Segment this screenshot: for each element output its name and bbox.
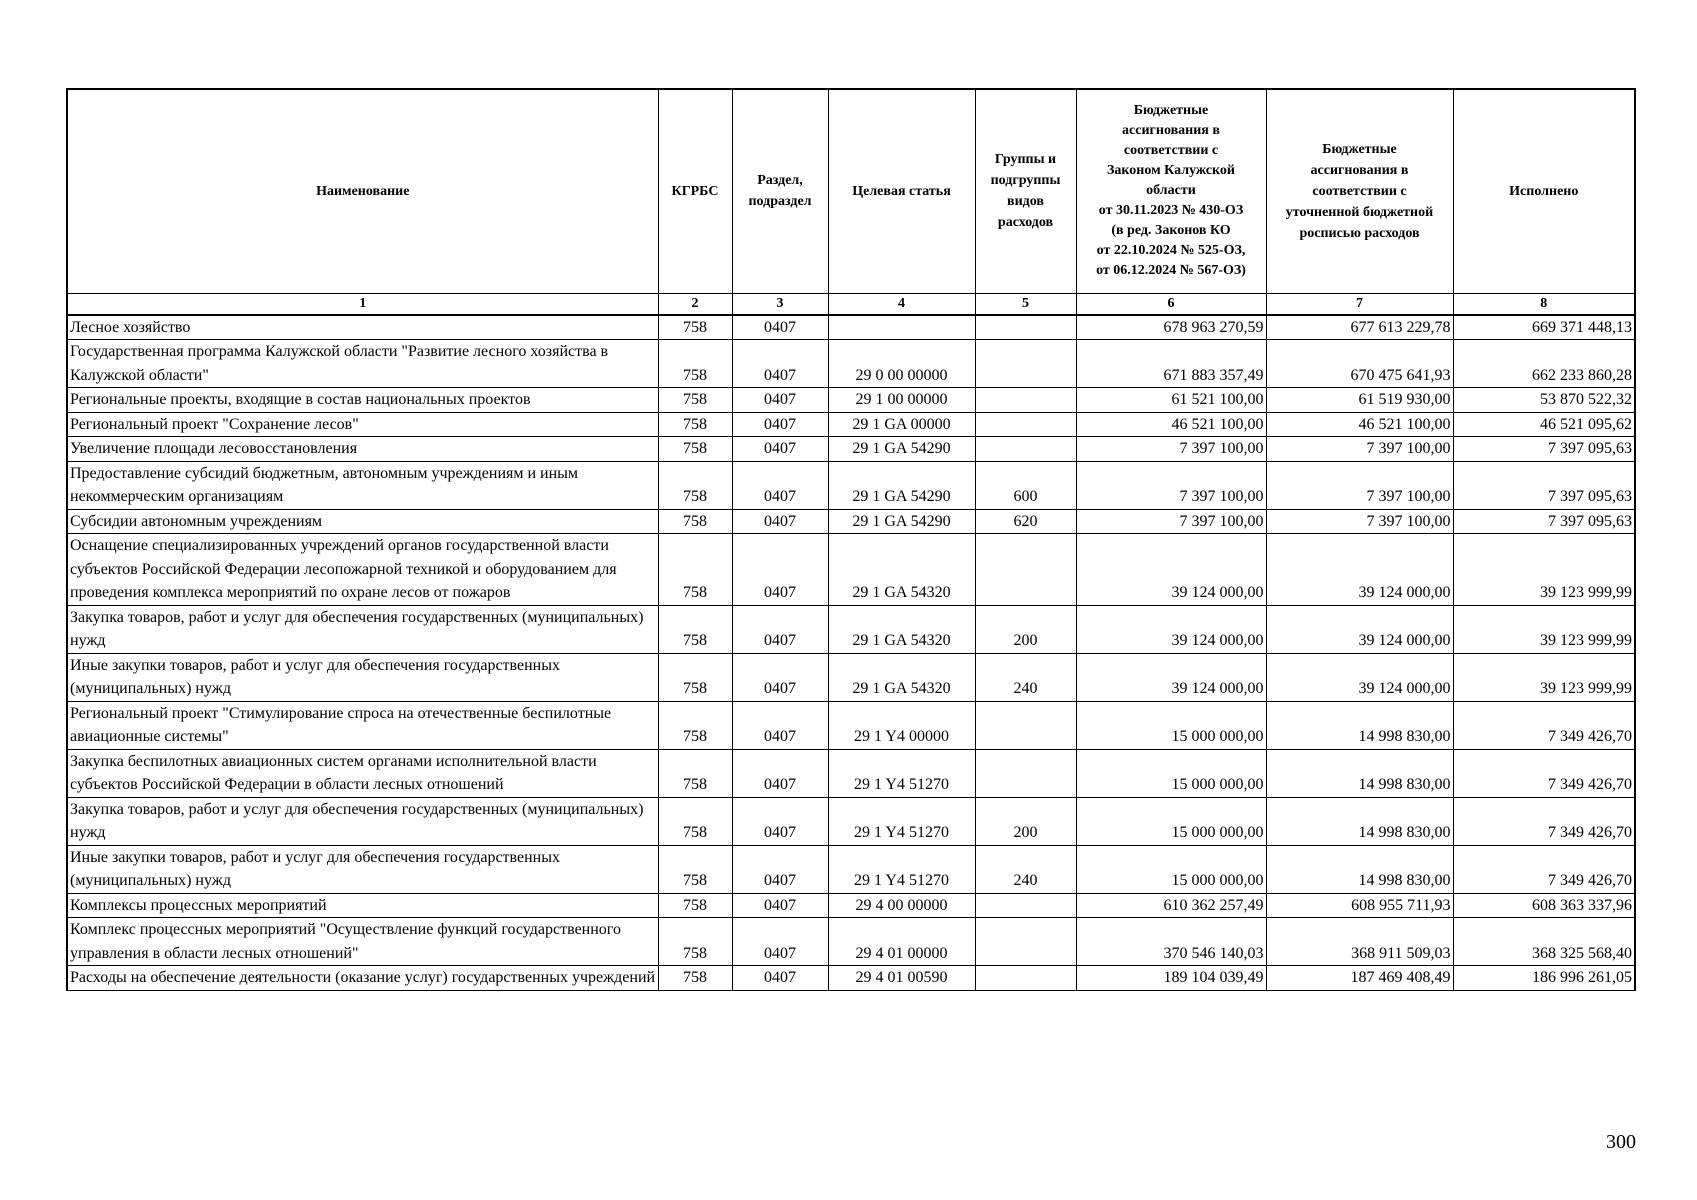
header-name: Наименование bbox=[67, 89, 658, 293]
table-row bbox=[67, 412, 1635, 437]
row-expense-group bbox=[975, 534, 1076, 606]
row-executed: 46 521 095,62 bbox=[1453, 412, 1635, 437]
row-kgrbs: 758 bbox=[658, 701, 732, 749]
row-law-allocation: 15 000 000,00 bbox=[1076, 749, 1266, 797]
table-row bbox=[67, 701, 1635, 749]
table-row bbox=[67, 797, 1635, 845]
row-kgrbs: 758 bbox=[658, 388, 732, 413]
row-section: 0407 bbox=[732, 918, 828, 966]
row-law-allocation: 370 546 140,03 bbox=[1076, 918, 1266, 966]
row-refined-allocation: 187 469 408,49 bbox=[1266, 966, 1453, 991]
row-name: Предоставление субсидий бюджетным, автономным учреждениям и иным некоммерческим организациям bbox=[67, 461, 658, 509]
row-refined-allocation: 670 475 641,93 bbox=[1266, 340, 1453, 388]
row-law-allocation: 7 397 100,00 bbox=[1076, 509, 1266, 534]
row-name: Иные закупки товаров, работ и услуг для обеспечения государственных (муниципальных) нужд bbox=[67, 653, 658, 701]
header-law-allocation: Бюджетные ассигнования в соответствии с Законом Калужской области от 30.11.2023 № 430-ОЗ (в ред. Законов КО от 22.10.2024 № 525-ОЗ, от 06.12.2024 № 567-ОЗ) bbox=[1076, 89, 1266, 293]
row-executed: 186 996 261,05 bbox=[1453, 966, 1635, 991]
row-kgrbs: 758 bbox=[658, 605, 732, 653]
column-number: 6 bbox=[1076, 293, 1266, 315]
row-name: Региональный проект "Сохранение лесов" bbox=[67, 412, 658, 437]
row-name: Иные закупки товаров, работ и услуг для обеспечения государственных (муниципальных) нужд bbox=[67, 845, 658, 893]
row-target-article: 29 1 GA 54320 bbox=[828, 605, 975, 653]
row-kgrbs: 758 bbox=[658, 534, 732, 606]
row-name: Субсидии автономным учреждениям bbox=[67, 509, 658, 534]
row-name: Увеличение площади лесовосстановления bbox=[67, 437, 658, 462]
row-law-allocation: 15 000 000,00 bbox=[1076, 845, 1266, 893]
row-refined-allocation: 46 521 100,00 bbox=[1266, 412, 1453, 437]
column-number: 1 bbox=[67, 293, 658, 315]
header-refined-allocation: Бюджетные ассигнования в соответствии с уточненной бюджетной росписью расходов bbox=[1266, 89, 1453, 293]
row-expense-group bbox=[975, 412, 1076, 437]
row-refined-allocation: 14 998 830,00 bbox=[1266, 749, 1453, 797]
row-executed: 39 123 999,99 bbox=[1453, 653, 1635, 701]
row-section: 0407 bbox=[732, 966, 828, 991]
row-target-article: 29 1 GA 54320 bbox=[828, 534, 975, 606]
row-expense-group bbox=[975, 966, 1076, 991]
row-expense-group bbox=[975, 315, 1076, 340]
row-section: 0407 bbox=[732, 412, 828, 437]
row-refined-allocation: 677 613 229,78 bbox=[1266, 315, 1453, 340]
row-kgrbs: 758 bbox=[658, 437, 732, 462]
row-section: 0407 bbox=[732, 340, 828, 388]
row-kgrbs: 758 bbox=[658, 509, 732, 534]
row-law-allocation: 7 397 100,00 bbox=[1076, 461, 1266, 509]
row-executed: 53 870 522,32 bbox=[1453, 388, 1635, 413]
row-executed: 662 233 860,28 bbox=[1453, 340, 1635, 388]
row-name: Комплекс процессных мероприятий "Осуществление функций государственного управления в области лесных отношений" bbox=[67, 918, 658, 966]
row-section: 0407 bbox=[732, 534, 828, 606]
row-law-allocation: 39 124 000,00 bbox=[1076, 605, 1266, 653]
row-name: Региональный проект "Стимулирование спроса на отечественные беспилотные авиационные системы" bbox=[67, 701, 658, 749]
header-group: Группы и подгруппы видов расходов bbox=[975, 89, 1076, 293]
table-row bbox=[67, 653, 1635, 701]
row-section: 0407 bbox=[732, 797, 828, 845]
column-number: 2 bbox=[658, 293, 732, 315]
row-executed: 7 349 426,70 bbox=[1453, 845, 1635, 893]
row-executed: 669 371 448,13 bbox=[1453, 315, 1635, 340]
row-kgrbs: 758 bbox=[658, 412, 732, 437]
row-refined-allocation: 7 397 100,00 bbox=[1266, 509, 1453, 534]
row-expense-group: 200 bbox=[975, 797, 1076, 845]
row-section: 0407 bbox=[732, 653, 828, 701]
row-name: Закупка товаров, работ и услуг для обеспечения государственных (муниципальных) нужд bbox=[67, 797, 658, 845]
table-row bbox=[67, 509, 1635, 534]
row-refined-allocation: 14 998 830,00 bbox=[1266, 845, 1453, 893]
row-target-article: 29 1 Y4 00000 bbox=[828, 701, 975, 749]
row-kgrbs: 758 bbox=[658, 797, 732, 845]
row-expense-group bbox=[975, 749, 1076, 797]
row-expense-group bbox=[975, 701, 1076, 749]
column-number: 4 bbox=[828, 293, 975, 315]
row-executed: 7 397 095,63 bbox=[1453, 437, 1635, 462]
row-target-article: 29 1 GA 54320 bbox=[828, 653, 975, 701]
row-kgrbs: 758 bbox=[658, 461, 732, 509]
row-law-allocation: 61 521 100,00 bbox=[1076, 388, 1266, 413]
row-kgrbs: 758 bbox=[658, 340, 732, 388]
column-number-row bbox=[67, 293, 1635, 315]
row-law-allocation: 15 000 000,00 bbox=[1076, 797, 1266, 845]
row-expense-group: 200 bbox=[975, 605, 1076, 653]
row-target-article: 29 1 Y4 51270 bbox=[828, 749, 975, 797]
row-law-allocation: 39 124 000,00 bbox=[1076, 653, 1266, 701]
row-refined-allocation: 14 998 830,00 bbox=[1266, 797, 1453, 845]
table-row bbox=[67, 315, 1635, 340]
row-name: Лесное хозяйство bbox=[67, 315, 658, 340]
row-refined-allocation: 7 397 100,00 bbox=[1266, 461, 1453, 509]
row-name: Закупка беспилотных авиационных систем органами исполнительной власти субъектов Российской Федерации в области лесных отношений bbox=[67, 749, 658, 797]
row-target-article: 29 1 GA 00000 bbox=[828, 412, 975, 437]
row-target-article: 29 1 GA 54290 bbox=[828, 461, 975, 509]
row-expense-group bbox=[975, 893, 1076, 918]
column-number: 3 bbox=[732, 293, 828, 315]
row-law-allocation: 610 362 257,49 bbox=[1076, 893, 1266, 918]
row-kgrbs: 758 bbox=[658, 893, 732, 918]
row-law-allocation: 39 124 000,00 bbox=[1076, 534, 1266, 606]
row-refined-allocation: 61 519 930,00 bbox=[1266, 388, 1453, 413]
row-section: 0407 bbox=[732, 605, 828, 653]
row-executed: 39 123 999,99 bbox=[1453, 605, 1635, 653]
row-executed: 7 397 095,63 bbox=[1453, 509, 1635, 534]
row-law-allocation: 671 883 357,49 bbox=[1076, 340, 1266, 388]
table-row bbox=[67, 893, 1635, 918]
row-name: Государственная программа Калужской области "Развитие лесного хозяйства в Калужской области" bbox=[67, 340, 658, 388]
header-article: Целевая статья bbox=[828, 89, 975, 293]
row-executed: 608 363 337,96 bbox=[1453, 893, 1635, 918]
row-refined-allocation: 14 998 830,00 bbox=[1266, 701, 1453, 749]
row-executed: 7 349 426,70 bbox=[1453, 701, 1635, 749]
budget-table bbox=[66, 88, 1636, 991]
row-expense-group: 240 bbox=[975, 653, 1076, 701]
header-executed: Исполнено bbox=[1453, 89, 1635, 293]
row-expense-group: 600 bbox=[975, 461, 1076, 509]
row-executed: 7 349 426,70 bbox=[1453, 797, 1635, 845]
table-row bbox=[67, 966, 1635, 991]
row-target-article: 29 1 Y4 51270 bbox=[828, 797, 975, 845]
row-kgrbs: 758 bbox=[658, 845, 732, 893]
row-section: 0407 bbox=[732, 509, 828, 534]
row-name: Региональные проекты, входящие в состав национальных проектов bbox=[67, 388, 658, 413]
row-expense-group bbox=[975, 340, 1076, 388]
row-expense-group bbox=[975, 918, 1076, 966]
row-executed: 368 325 568,40 bbox=[1453, 918, 1635, 966]
table-row bbox=[67, 845, 1635, 893]
row-target-article: 29 1 GA 54290 bbox=[828, 509, 975, 534]
row-refined-allocation: 608 955 711,93 bbox=[1266, 893, 1453, 918]
row-section: 0407 bbox=[732, 461, 828, 509]
row-kgrbs: 758 bbox=[658, 749, 732, 797]
row-target-article: 29 0 00 00000 bbox=[828, 340, 975, 388]
row-section: 0407 bbox=[732, 893, 828, 918]
row-section: 0407 bbox=[732, 388, 828, 413]
row-law-allocation: 7 397 100,00 bbox=[1076, 437, 1266, 462]
table-row bbox=[67, 605, 1635, 653]
column-number: 7 bbox=[1266, 293, 1453, 315]
row-refined-allocation: 39 124 000,00 bbox=[1266, 605, 1453, 653]
row-name: Расходы на обеспечение деятельности (оказание услуг) государственных учреждений bbox=[67, 966, 658, 991]
table-row bbox=[67, 534, 1635, 606]
column-number: 8 bbox=[1453, 293, 1635, 315]
row-target-article: 29 4 00 00000 bbox=[828, 893, 975, 918]
row-refined-allocation: 39 124 000,00 bbox=[1266, 653, 1453, 701]
row-target-article: 29 1 00 00000 bbox=[828, 388, 975, 413]
row-law-allocation: 678 963 270,59 bbox=[1076, 315, 1266, 340]
row-executed: 7 349 426,70 bbox=[1453, 749, 1635, 797]
row-target-article bbox=[828, 315, 975, 340]
row-section: 0407 bbox=[732, 437, 828, 462]
row-refined-allocation: 39 124 000,00 bbox=[1266, 534, 1453, 606]
row-name: Комплексы процессных мероприятий bbox=[67, 893, 658, 918]
row-expense-group: 240 bbox=[975, 845, 1076, 893]
header-kgrbs: КГРБС bbox=[658, 89, 732, 293]
table-row bbox=[67, 388, 1635, 413]
row-name: Оснащение специализированных учреждений органов государственной власти субъектов Российской Федерации лесопожарной техникой и оборудованием для проведения комплекса мероприятий по охране лесов от пожаров bbox=[67, 534, 658, 606]
row-refined-allocation: 7 397 100,00 bbox=[1266, 437, 1453, 462]
row-name: Закупка товаров, работ и услуг для обеспечения государственных (муниципальных) нужд bbox=[67, 605, 658, 653]
header-row bbox=[67, 89, 1635, 293]
row-section: 0407 bbox=[732, 701, 828, 749]
row-target-article: 29 4 01 00590 bbox=[828, 966, 975, 991]
row-expense-group bbox=[975, 437, 1076, 462]
row-kgrbs: 758 bbox=[658, 966, 732, 991]
table-row bbox=[67, 461, 1635, 509]
column-number: 5 bbox=[975, 293, 1076, 315]
table-row bbox=[67, 437, 1635, 462]
row-kgrbs: 758 bbox=[658, 918, 732, 966]
table-row bbox=[67, 340, 1635, 388]
table-row bbox=[67, 918, 1635, 966]
page-number: 300 bbox=[1606, 1131, 1636, 1153]
row-section: 0407 bbox=[732, 749, 828, 797]
table-row bbox=[67, 749, 1635, 797]
row-expense-group: 620 bbox=[975, 509, 1076, 534]
row-section: 0407 bbox=[732, 315, 828, 340]
row-target-article: 29 1 GA 54290 bbox=[828, 437, 975, 462]
header-section: Раздел, подраздел bbox=[732, 89, 828, 293]
row-kgrbs: 758 bbox=[658, 315, 732, 340]
row-expense-group bbox=[975, 388, 1076, 413]
row-law-allocation: 189 104 039,49 bbox=[1076, 966, 1266, 991]
row-kgrbs: 758 bbox=[658, 653, 732, 701]
row-law-allocation: 15 000 000,00 bbox=[1076, 701, 1266, 749]
row-section: 0407 bbox=[732, 845, 828, 893]
row-law-allocation: 46 521 100,00 bbox=[1076, 412, 1266, 437]
row-target-article: 29 4 01 00000 bbox=[828, 918, 975, 966]
row-refined-allocation: 368 911 509,03 bbox=[1266, 918, 1453, 966]
row-target-article: 29 1 Y4 51270 bbox=[828, 845, 975, 893]
row-executed: 7 397 095,63 bbox=[1453, 461, 1635, 509]
row-executed: 39 123 999,99 bbox=[1453, 534, 1635, 606]
